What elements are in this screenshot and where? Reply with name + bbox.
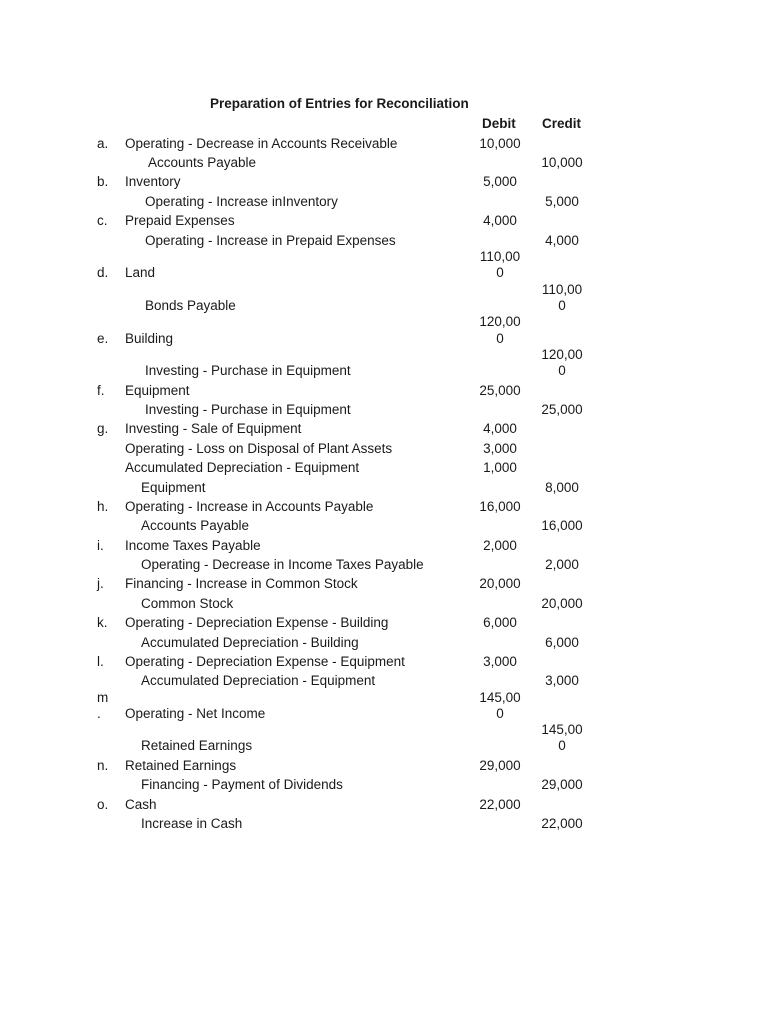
credit-amount: 29,000 xyxy=(541,777,583,792)
entry-letter: h. xyxy=(97,499,109,514)
credit-amount: 10,000 xyxy=(541,155,583,170)
entry-account: Bonds Payable xyxy=(145,298,236,313)
debit-amount: 110,00 xyxy=(479,249,521,264)
credit-amount: 22,000 xyxy=(541,816,583,831)
debit-amount: 1,000 xyxy=(483,460,517,475)
debit-amount: 5,000 xyxy=(483,174,517,189)
credit-amount: 145,00 xyxy=(541,722,583,737)
credit-amount: 8,000 xyxy=(545,480,579,495)
credit-amount: 20,000 xyxy=(541,596,583,611)
debit-amount: 2,000 xyxy=(483,538,517,553)
debit-amount: 4,000 xyxy=(483,213,517,228)
entry-account: Operating - Depreciation Expense - Equipment xyxy=(125,654,405,669)
entry-account: Operating - Decrease in Income Taxes Payable xyxy=(141,557,424,572)
entry-account: Investing - Purchase in Equipment xyxy=(145,402,351,417)
debit-amount: 6,000 xyxy=(483,615,517,630)
entry-account: Operating - Net Income xyxy=(125,706,266,721)
credit-amount: 0 xyxy=(558,298,566,313)
credit-amount: 3,000 xyxy=(545,673,579,688)
entry-account: Equipment xyxy=(141,480,206,495)
entry-account: Cash xyxy=(125,797,157,812)
entry-account: Financing - Payment of Dividends xyxy=(141,777,343,792)
debit-amount: 4,000 xyxy=(483,421,517,436)
debit-amount: 25,000 xyxy=(479,383,521,398)
entry-account: Operating - Decrease in Accounts Receivable xyxy=(125,136,398,151)
debit-amount: 0 xyxy=(496,706,504,721)
entry-account: Land xyxy=(125,265,156,280)
entry-letter: b. xyxy=(97,174,109,189)
debit-amount: 16,000 xyxy=(479,499,521,514)
entry-letter: o. xyxy=(97,797,109,812)
entry-letter: a. xyxy=(97,136,109,151)
entry-account: Accounts Payable xyxy=(141,518,250,533)
credit-amount: 120,00 xyxy=(541,347,583,362)
credit-amount: 0 xyxy=(558,738,566,753)
credit-amount: 4,000 xyxy=(545,233,579,248)
credit-amount: 2,000 xyxy=(545,557,579,572)
entry-account: Operating - Loss on Disposal of Plant Assets xyxy=(125,441,393,456)
entry-letter: g. xyxy=(97,421,109,436)
entry-letter: n. xyxy=(97,758,109,773)
debit-amount: 120,00 xyxy=(479,314,521,329)
entry-letter: l. xyxy=(97,654,104,669)
entry-account: Accumulated Depreciation - Equipment xyxy=(141,673,376,688)
entry-account: Operating - Depreciation Expense - Building xyxy=(125,615,389,630)
entry-letter: m xyxy=(97,690,109,705)
entry-account: Operating - Increase in Accounts Payable xyxy=(125,499,374,514)
entry-account: Increase in Cash xyxy=(141,816,243,831)
entry-letter: j. xyxy=(97,576,104,591)
entry-account: Common Stock xyxy=(141,596,234,611)
entry-account: Equipment xyxy=(125,383,190,398)
credit-amount: 6,000 xyxy=(545,635,579,650)
entry-letter: k. xyxy=(97,615,108,630)
entry-account: Investing - Purchase in Equipment xyxy=(145,363,351,378)
entry-account: Prepaid Expenses xyxy=(125,213,235,228)
entry-letter: e. xyxy=(97,331,109,346)
entry-account: Retained Earnings xyxy=(125,758,237,773)
entry-account: Accumulated Depreciation - Building xyxy=(141,635,359,650)
entry-letter: c. xyxy=(97,213,108,228)
debit-amount: 29,000 xyxy=(479,758,521,773)
entry-letter: . xyxy=(97,706,101,721)
debit-amount: 3,000 xyxy=(483,441,517,456)
debit-amount: 22,000 xyxy=(479,797,521,812)
entry-account: Operating - Increase inInventory xyxy=(145,194,338,209)
debit-header: Debit xyxy=(482,116,516,131)
entry-account: Inventory xyxy=(125,174,181,189)
debit-amount: 0 xyxy=(496,331,504,346)
debit-amount: 10,000 xyxy=(479,136,521,151)
entry-letter: i. xyxy=(97,538,104,553)
entry-account: Financing - Increase in Common Stock xyxy=(125,576,358,591)
entry-account: Retained Earnings xyxy=(141,738,253,753)
debit-amount: 20,000 xyxy=(479,576,521,591)
debit-amount: 145,00 xyxy=(479,690,521,705)
entry-account: Accounts Payable xyxy=(148,155,257,170)
debit-amount: 3,000 xyxy=(483,654,517,669)
entry-account: Investing - Sale of Equipment xyxy=(125,421,302,436)
entry-account: Accumulated Depreciation - Equipment xyxy=(125,460,360,475)
credit-amount: 16,000 xyxy=(541,518,583,533)
credit-amount: 5,000 xyxy=(545,194,579,209)
entry-account: Income Taxes Payable xyxy=(125,538,261,553)
entry-letter: f. xyxy=(97,383,105,398)
entry-letter: d. xyxy=(97,265,109,280)
credit-amount: 25,000 xyxy=(541,402,583,417)
debit-amount: 0 xyxy=(496,265,504,280)
page-title: Preparation of Entries for Reconciliation xyxy=(210,96,469,111)
credit-header: Credit xyxy=(542,116,582,131)
credit-amount: 0 xyxy=(558,363,566,378)
entry-account: Operating - Increase in Prepaid Expenses xyxy=(145,233,396,248)
entry-account: Building xyxy=(125,331,174,346)
credit-amount: 110,00 xyxy=(541,282,583,297)
